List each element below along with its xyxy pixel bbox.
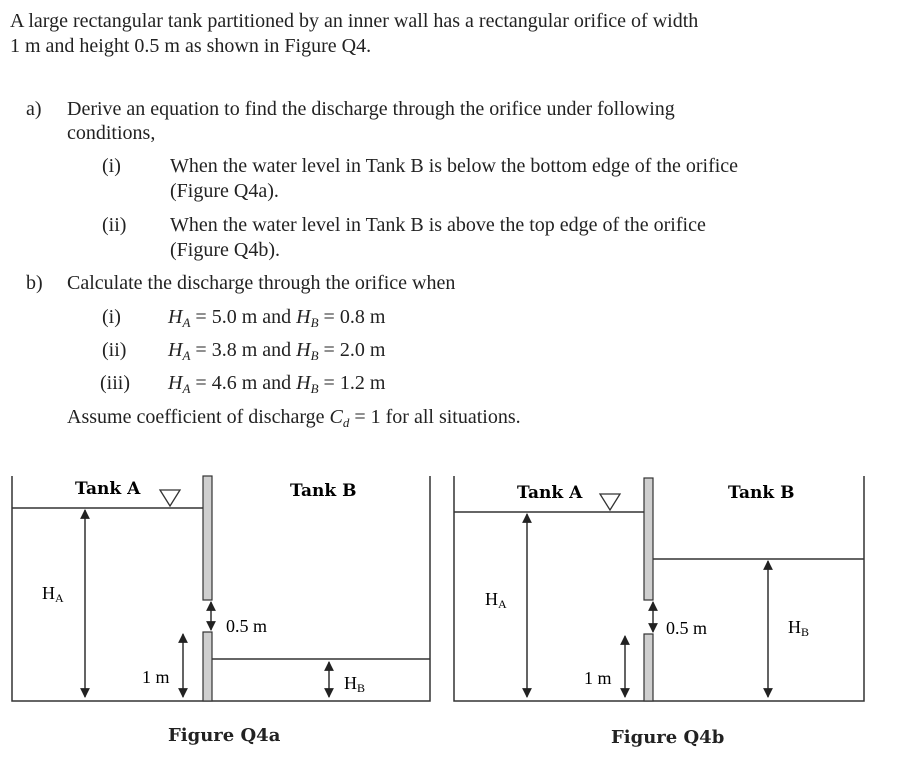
part-b-item-3-hb: 1.2 m (339, 372, 386, 394)
part-b-item-1-equation: $H_A = 5.0$ m and $H_B = 0.8$ m (168, 306, 386, 330)
ha-label: HA (42, 583, 64, 605)
tank-a-label: Tank A (517, 483, 583, 503)
part-b-item-1-ha: 5.0 m (211, 306, 258, 328)
tank-b-label: Tank B (728, 483, 795, 503)
part-a-item-1-line-2: (Figure Q4a). (170, 180, 279, 202)
free-surface-symbol (600, 494, 620, 510)
partition-wall-lower (644, 634, 653, 701)
orifice-height-label: 0.5 m (666, 618, 708, 638)
part-b-item-3-ha: 4.6 m (211, 372, 258, 394)
hb-label: HB (788, 617, 810, 639)
wall-height-label: 1 m (584, 668, 612, 688)
part-b-item-1-hb: 0.8 m (339, 306, 386, 328)
part-a-item-2-num: (ii) (102, 214, 127, 236)
part-a-text-1: Derive an equation to find the discharge through the orifice under following (67, 98, 675, 120)
part-b-item-2-hb: 2.0 m (339, 339, 386, 361)
figure-q4b-caption: Figure Q4b (611, 727, 725, 748)
intro-line-2: 1 m and height 0.5 m as shown in Figure Q4. (10, 35, 372, 57)
free-surface-symbol (160, 490, 180, 506)
intro-paragraph (10, 9, 900, 59)
figure-q4a-caption: Figure Q4a (168, 725, 281, 746)
intro-line-1: A large rectangular tank partitioned by an inner wall has a rectangular orifice of width (10, 10, 699, 32)
partition-wall-lower (203, 632, 212, 701)
part-b-item-1-num: (i) (102, 306, 121, 328)
partition-wall-upper (644, 478, 653, 600)
tank-outline (12, 476, 430, 701)
part-b-item-3-equation: $H_A = 4.6$ m and $H_B = 1.2$ m (168, 372, 386, 396)
part-a-item-1-num: (i) (102, 155, 121, 177)
part-a-label: a) (26, 98, 42, 120)
wall-height-label: 1 m (142, 667, 170, 687)
part-b-item-3-num: (iii) (100, 372, 130, 394)
orifice-height-label: 0.5 m (226, 616, 268, 636)
part-b-label: b) (26, 272, 43, 294)
part-b-item-2-equation: $H_A = 3.8$ m and $H_B = 2.0$ m (168, 339, 386, 363)
part-b-item-2-ha: 3.8 m (211, 339, 258, 361)
part-a-item-2-line-2: (Figure Q4b). (170, 239, 280, 261)
part-b-text: Calculate the discharge through the orifice when (67, 272, 456, 294)
part-a-item-1-line-1: When the water level in Tank B is below the bottom edge of the orifice (170, 155, 739, 177)
figure-q4b (444, 466, 884, 760)
tank-outline (454, 476, 864, 701)
part-b-item-2-num: (ii) (102, 339, 127, 361)
part-a-text-2: conditions, (67, 122, 156, 144)
ha-label: HA (485, 589, 507, 611)
partition-wall-upper (203, 476, 212, 600)
assumption-text: Assume coefficient of discharge $C_d = 1$ for all situations. (67, 406, 521, 430)
hb-label: HB (344, 673, 366, 695)
tank-a-label: Tank A (75, 479, 141, 499)
tank-b-label: Tank B (290, 481, 357, 501)
part-a-item-2-line-1: When the water level in Tank B is above the top edge of the orifice (170, 214, 706, 236)
figure-q4a (0, 466, 440, 760)
